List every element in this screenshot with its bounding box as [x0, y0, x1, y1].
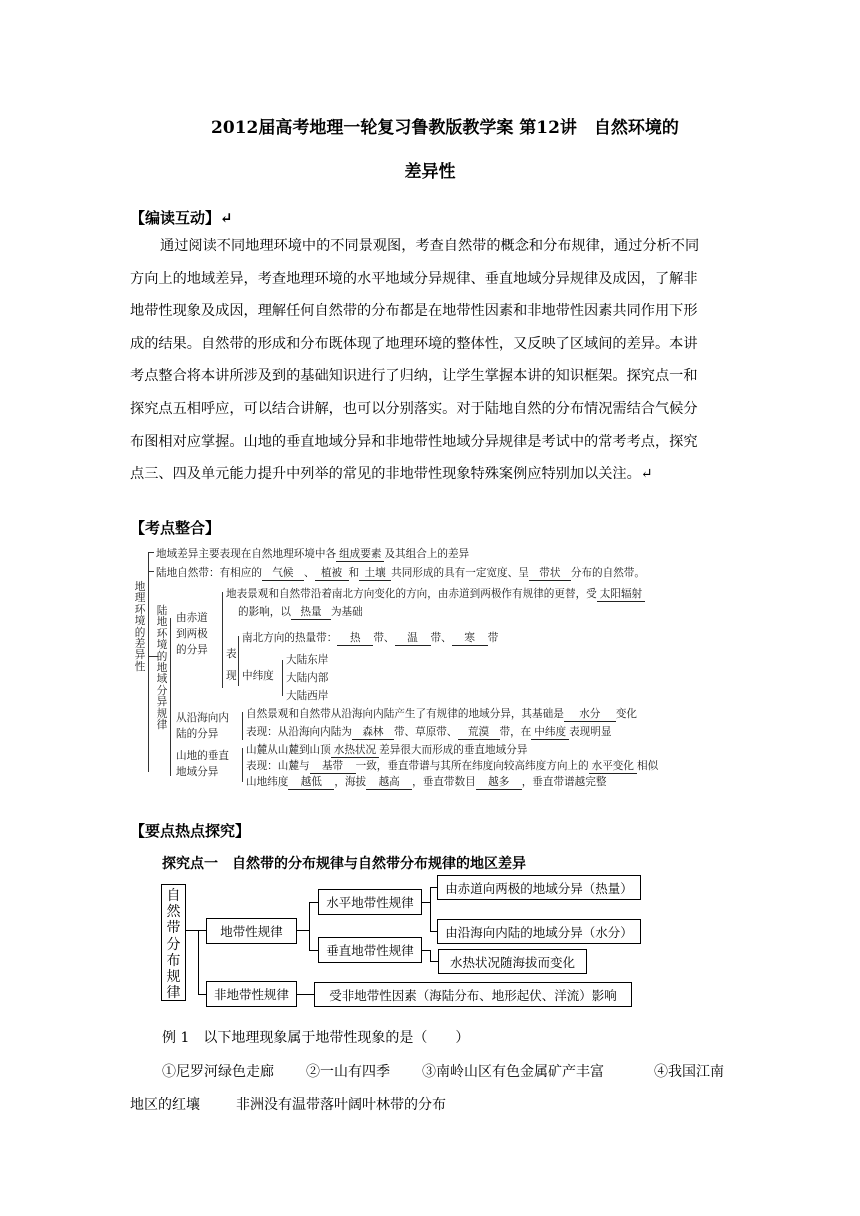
connector [198, 930, 206, 931]
brace-line [148, 552, 149, 772]
equator-to-poles-box: 由赤道向两极的地域分异（热量） [437, 875, 641, 900]
equator-row-2: 的影响，以 热量 为基础 [238, 606, 363, 618]
xian-label: 现 [226, 670, 237, 682]
section-heading-explore: 【要点热点探究】 [130, 822, 251, 840]
concept-map [134, 548, 734, 788]
land-label: 陆地环境的地域分异规律 [156, 605, 168, 732]
mid-latitude-item: 大陆西岸 [286, 690, 329, 702]
mid-latitude-label: 中纬度 [242, 670, 274, 682]
connector [430, 887, 437, 888]
equator-row-1: 地表景观和自然带沿着南北方向变化的方向，由赤道到两极作有规律的更替，受 太阳辐射 [226, 588, 645, 602]
intro-line: 探究点五相呼应，可以结合讲解，也可以分别落实。对于陆地自然的分布情况需结合气候分 [130, 400, 698, 417]
coast-label: 从沿海向内 陆的分异 [176, 712, 229, 740]
mountain-row-1: 山麓从山麓到山顶 水热状况 差异很大而形成的垂直地域分异 [246, 744, 528, 756]
intro-line: 成的结果。自然带的形成和分布既体现了地理环境的整体性，又反映了区域间的差异。本讲 [130, 335, 698, 352]
coast-row-2: 表现：从沿海向内陆为 森林 带、草原带、 荒漠 带，在 中纬度 表现明显 [246, 726, 612, 738]
connector [309, 950, 318, 951]
explore-point-1-title: 探究点一 自然带的分布规律与自然带分布规律的地区差异 [162, 856, 526, 872]
concept-map-root: 地理环境的差异性 [134, 581, 146, 673]
section-heading-summary: 【考点整合】 [130, 519, 221, 537]
vertical-zonal-box: 垂直地带性规律 [318, 937, 422, 963]
connector [430, 887, 431, 931]
mountain-row-2: 表现：山麓与 基带 一致，垂直带谱与其所在纬度向较高纬度方向上的 水平变化 相似 [246, 760, 659, 772]
concept-row-2: 陆地自然带：有相应的 气候 、 植被 和 土壤 共同形成的具有一定宽度、呈 带状 分布的自然带。 [156, 567, 645, 579]
option-1: ①尼罗河绿色走廊 [162, 1064, 274, 1080]
coast-to-inland-box: 由沿海向内陆的地域分异（水分） [437, 919, 641, 944]
brace-tick [148, 571, 154, 572]
natural-zone-root-box: 自 然 带 分 布 规 律 [161, 884, 186, 1001]
connector [422, 902, 430, 903]
intro-paragraph [130, 230, 732, 491]
intro-line: 布图相对应掌握。山地的垂直地域分异和非地带性地域分异规律是考试中的常考考点，探究 [130, 433, 698, 450]
horizontal-zonal-box: 水平地带性规律 [318, 889, 422, 915]
mountain-row-3: 山地纬度 越低 ，海拔 越高 ，垂直带数目 越多 ，垂直带谱越完整 [246, 776, 607, 788]
intro-line: 方向上的地域差异，考查地理环境的水平地域分异规律、垂直地域分异规律及成因，了解非 [130, 270, 698, 287]
example-question: 例 1 以下地理现象属于地带性现象的是（ ） [162, 1030, 470, 1046]
section-heading-intro: 【编读互动】↵ [130, 209, 233, 227]
brace-line [242, 748, 243, 782]
concept-row-1: 地域差异主要表现在自然地理环境中各 组成要素 及其组合上的差异 [156, 548, 470, 560]
intro-line: 考点整合将本讲所涉及到的基础知识进行了归纳，让学生掌握本讲的知识框架。探究点一和 [130, 368, 698, 385]
brace-tick [148, 552, 154, 553]
intro-line: 点三、四及单元能力提升中列举的常见的非地带性现象特殊案例应特别加以关注。↵ [130, 466, 653, 483]
intro-line: 通过阅读不同地理环境中的不同景观图，考查自然带的概念和分布规律，通过分析不同 [160, 238, 700, 254]
mid-latitude-item: 大陆东岸 [286, 654, 329, 666]
document-title-line2: 差异性 [404, 162, 456, 182]
brace-line [170, 618, 171, 776]
equator-row-3: 南北方向的热量带： 热 带、 温 带、 寒 带 [242, 632, 499, 644]
connector [430, 961, 438, 962]
nonzonal-law-box: 非地带性规律 [206, 981, 297, 1007]
coast-row-1: 自然景观和自然带从沿海向内陆产生了有规律的地域分异，其基础是 水分 变化 [246, 708, 637, 720]
option-2: ②一山有四季 [306, 1064, 390, 1080]
option-5: 非洲没有温带落叶阔叶林带的分布 [236, 1097, 446, 1113]
connector [297, 930, 309, 931]
connector [309, 902, 318, 903]
brace-line [282, 660, 283, 696]
connector [297, 994, 314, 995]
connector [309, 902, 310, 950]
nonzonal-factors-box: 受非地带性因素（海陆分布、地形起伏、洋流）影响 [314, 982, 632, 1007]
connector [198, 930, 199, 994]
mid-latitude-item: 大陆内部 [286, 672, 329, 684]
mountain-label: 山地的垂直 地域分异 [176, 750, 229, 778]
document-title-line1: 2012届高考地理一轮复习鲁教版教学案 第12讲 自然环境的 [211, 118, 679, 138]
intro-line: 地带性现象及成因，理解任何自然带的分布都是在地带性因素和非地带性因素共同作用下形 [130, 303, 698, 320]
connector [430, 950, 431, 961]
biao-label: 表 [226, 648, 237, 660]
connector [198, 994, 206, 995]
brace-line [222, 592, 223, 688]
altitude-change-box: 水热状况随海拔而变化 [438, 949, 587, 974]
option-4: ④我国江南 [654, 1064, 724, 1080]
brace-line [238, 636, 239, 686]
connector [430, 931, 437, 932]
option-3: ③南岭山区有色金属矿产丰富 [422, 1064, 604, 1080]
option-4-continued: 地区的红壤 [130, 1097, 200, 1113]
connector [422, 950, 430, 951]
zonal-law-box: 地带性规律 [206, 918, 297, 944]
brace-line [242, 712, 243, 740]
equator-label: 由赤道 到两极 的分异 [176, 612, 208, 656]
connector [186, 930, 198, 931]
